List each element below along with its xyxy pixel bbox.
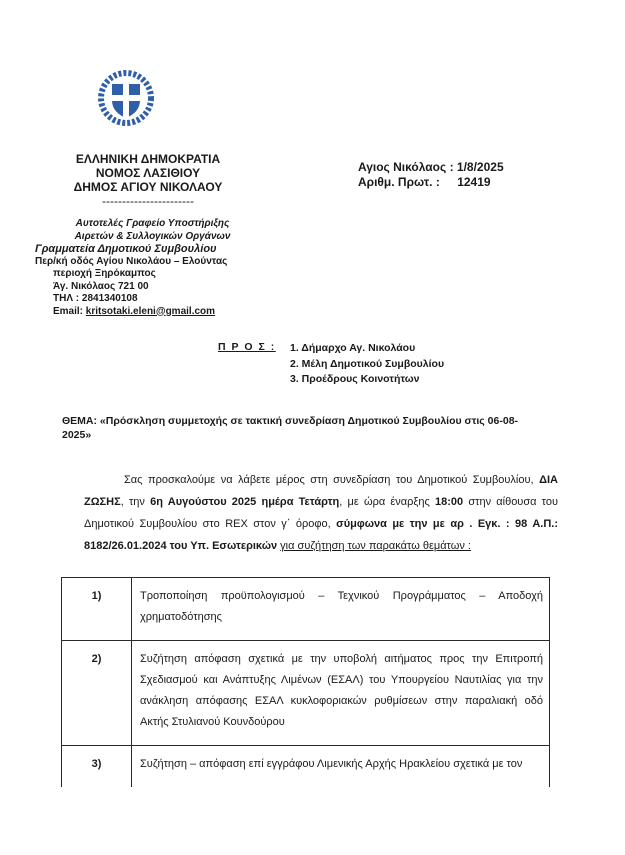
agenda-table <box>61 577 550 787</box>
table-row <box>62 746 550 788</box>
recipient-item: 3. Προέδρους Κοινοτήτων <box>290 373 420 385</box>
header-separator: ----------------------- <box>102 194 194 208</box>
office-phone: ΤΗΛ : 2841340108 <box>53 293 138 304</box>
table-row <box>62 641 550 746</box>
protocol-row <box>358 175 504 190</box>
body-text: , την <box>120 496 151 508</box>
item-text: Συζήτηση απόφαση σχετικά με την υποβολή αιτήματος προς την Επιτροπή Σχεδιασμού και Ανάπτυξης Λιμένων (ΕΣΑΛ) του Υπουργείου Ναυτιλίας για την ανάκληση απόφασης ΕΣΑΛ κυκλοφοριακών ρυθμίσεων στην παραλιακή οδό Ακτής Στυλιανού Κουνδούρου <box>132 641 550 746</box>
table-row <box>62 578 550 641</box>
office-line4: Περ/κή οδός Αγίου Νικολάου – Ελούντας <box>35 255 228 267</box>
header-line2: ΝΟΜΟΣ ΛΑΣΙΘΙΟΥ <box>95 166 201 180</box>
header-line1: ΕΛΛΗΝΙΚΗ ΔΗΜΟΚΡΑΤΙΑ <box>75 152 221 166</box>
item-text: Τροποποίηση προϋπολογισμού – Τεχνικού Προγράμματος – Αποδοχή χρηματοδότησης <box>132 578 550 641</box>
recipients-list <box>290 341 444 388</box>
body-text: Σας προσκαλούμε να λάβετε μέρος στη συνεδρίαση του Δημοτικού Συμβουλίου, <box>124 474 540 486</box>
office-line2: Αιρετών & Συλλογικών Οργάνων <box>74 230 231 242</box>
header-line3: ΔΗΜΟΣ ΑΓΙΟΥ ΝΙΚΟΛΑΟΥ <box>73 180 223 194</box>
email-label: Email: <box>53 305 84 317</box>
body-bold: 18:00 <box>434 496 464 508</box>
item-number: 3) <box>62 746 132 788</box>
office-line6: Άγ. Νικόλαος 721 00 <box>53 280 149 292</box>
item-text: Συζήτηση – απόφαση επί εγγράφου Λιμενικής Αρχής Ηρακλείου σχετικά με τον <box>132 746 550 788</box>
protocol-number: 12419 <box>457 175 491 189</box>
recipient-item: 2. Μέλη Δημοτικού Συμβουλίου <box>290 357 445 370</box>
body-bold: σύμφωνα με την με αρ . Εγκ. : 98 Α.Π.: 8182/26.01.2024 του Υπ. Εσωτερικών <box>84 518 558 552</box>
office-block <box>35 218 270 318</box>
body-bold: ΔΙΑ ΖΩΣΗΣ <box>84 474 558 508</box>
office-line1: Αυτοτελές Γραφείο Υποστήριξης <box>75 218 230 229</box>
item-number: 1) <box>62 578 132 641</box>
place-label: Αγιος Νικόλαος : <box>358 160 454 174</box>
document-meta <box>358 160 504 190</box>
invitation-paragraph <box>84 469 558 557</box>
office-line5: περιοχή Ξηρόκαμπος <box>53 268 156 279</box>
greek-emblem-icon <box>96 68 156 128</box>
date-row <box>358 160 504 175</box>
body-underline: για συζήτηση των παρακάτω θεμάτων : <box>280 540 471 552</box>
recipient-item: 1. Δήμαρχο Αγ. Νικολάου <box>290 342 416 354</box>
item-number: 2) <box>62 641 132 746</box>
recipients-label: Π Ρ Ο Σ : <box>218 341 276 353</box>
body-text: , με ώρα έναρξης <box>339 496 435 508</box>
office-line3: Γραμματεία Δημοτικού Συμβουλίου <box>35 243 217 255</box>
office-email <box>35 306 270 319</box>
document-date: 1/8/2025 <box>456 160 504 174</box>
body-bold: 6η Αυγούστου 2025 ημέρα Τετάρτη <box>150 496 340 508</box>
email-link[interactable]: kritsotaki.eleni@gmail.com <box>85 305 216 317</box>
body-text: στην αίθουσα του Δημοτικού Συμβουλίου στο REX στον γ΄ όροφο, <box>84 496 558 530</box>
subject-line: ΘΕΜΑ: «Πρόσκληση συμμετοχής σε τακτική συνεδρίαση Δημοτικού Συμβουλίου στις 06-08-2025» <box>62 415 519 441</box>
issuer-header <box>58 152 238 208</box>
protocol-label: Αριθμ. Πρωτ. : <box>358 175 440 189</box>
